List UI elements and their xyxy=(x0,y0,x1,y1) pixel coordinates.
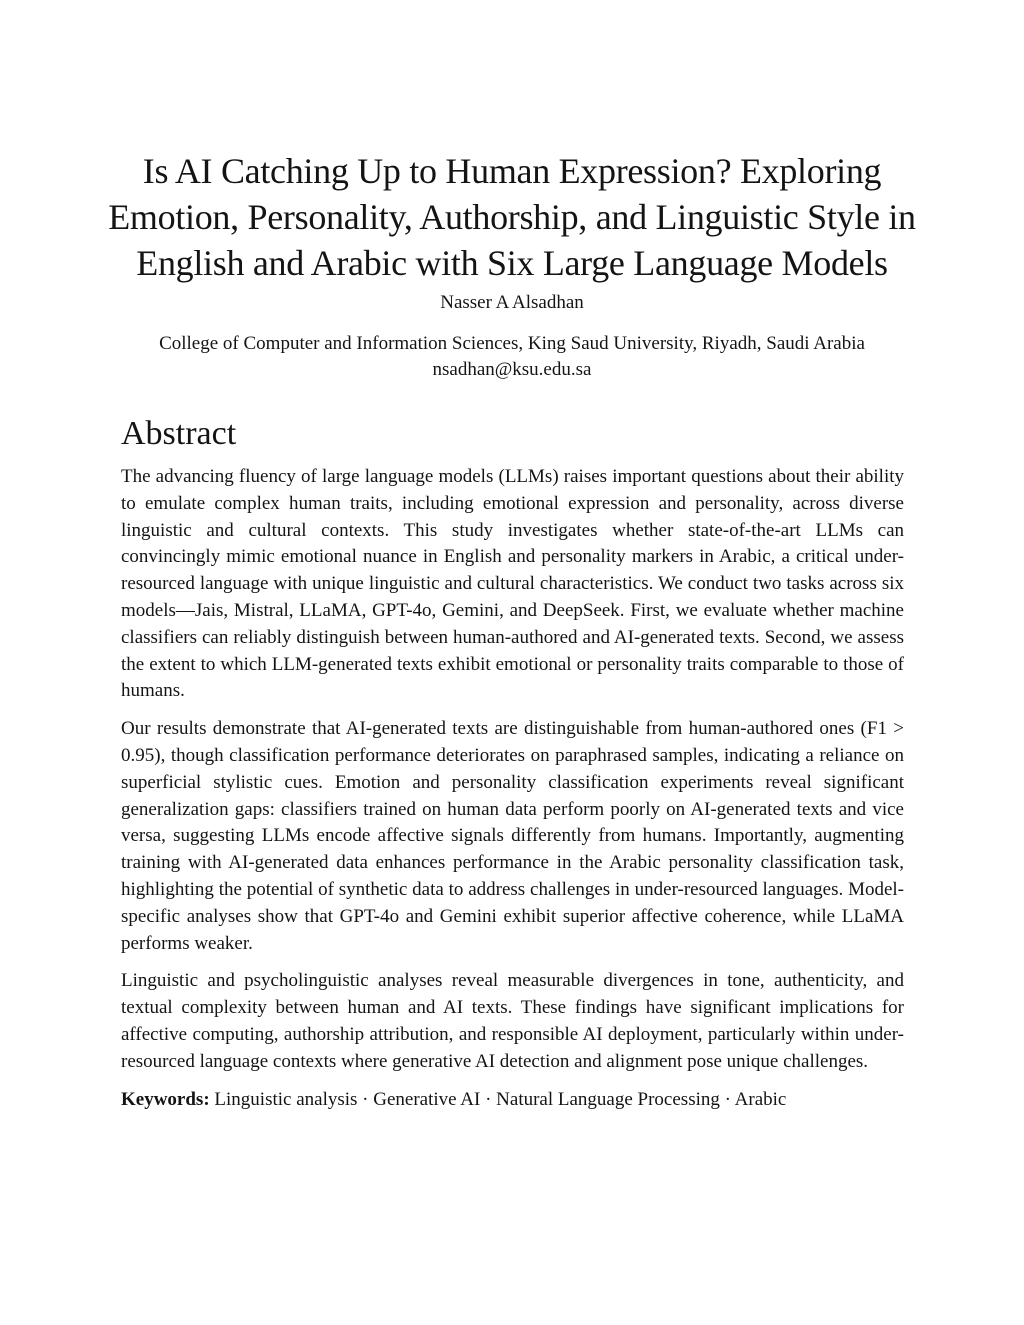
abstract-paragraph: The advancing fluency of large language models (LLMs) raises important questions about their ability to emulate complex human traits, including emotional expression and personality, across diverse linguistic and cultural contexts. This study investigates whether state-of-the-art LLMs can convincingly mimic emotional nuance in English and personality markers in Arabic, a critical under-resourced language with unique linguistic and cultural characteristics. We conduct two tasks across six models—Jais, Mistral, LLaMA, GPT-4o, Gemini, and DeepSeek. First, we evaluate whether machine classifiers can reliably distinguish between human-authored and AI-generated texts. Second, we assess the extent to which LLM-generated texts exhibit emotional or personality traits comparable to those of humans. xyxy=(121,466,904,702)
abstract-paragraph: Our results demonstrate that AI-generated texts are distinguishable from human-authored ones (F1 > 0.95), though classification performance deteriorates on paraphrased samples, indicating a reliance on superficial stylistic cues. Emotion and personality classification experiments reveal significant generalization gaps: classifiers trained on human data perform poorly on AI-generated texts and vice versa, suggesting LLMs encode affective signals differently from humans. Importantly, augmenting training with AI-generated data enhances performance in the Arabic personality classification task, highlighting the potential of synthetic data to address challenges in under-resourced languages. Model-specific analyses show that GPT-4o and Gemini exhibit superior affective coherence, while LLaMA performs weaker. xyxy=(121,718,904,954)
keywords-list: Linguistic analysis · Generative AI · Natural Language Processing · Arabic xyxy=(214,1088,787,1110)
title-line: Emotion, Personality, Authorship, and Linguistic Style in xyxy=(108,197,916,237)
abstract-body xyxy=(121,464,904,1113)
keywords-label: Keywords: xyxy=(121,1088,210,1110)
title-line: English and Arabic with Six Large Language Models xyxy=(136,243,888,283)
author-affiliation: College of Computer and Information Sciences, King Saud University, Riyadh, Saudi Arabia xyxy=(159,333,865,354)
title-line: Is AI Catching Up to Human Expression? Exploring xyxy=(142,151,882,191)
abstract-paragraph: Linguistic and psycholinguistic analyses reveal measurable divergences in tone, authenticity, and textual complexity between human and AI texts. These findings have significant implications for affective computing, authorship attribution, and responsible AI deployment, particularly within under-resourced language contexts where generative AI detection and alignment pose unique challenges. xyxy=(121,970,904,1072)
author-name: Nasser A Alsadhan xyxy=(440,292,584,313)
abstract-heading: Abstract xyxy=(121,415,237,452)
keywords xyxy=(121,1087,904,1114)
author-email: nsadhan@ksu.edu.sa xyxy=(432,359,592,380)
paper-title xyxy=(100,148,924,286)
